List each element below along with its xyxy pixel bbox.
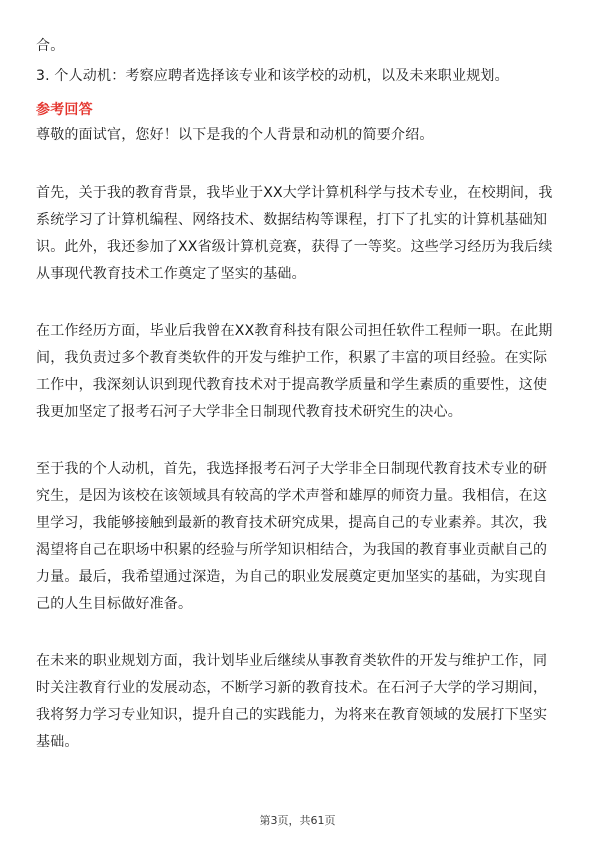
paragraph-work-line: 间，我负责过多个教育类软件的开发与维护工作，积累了丰富的项目经验。在实际 — [36, 350, 548, 366]
paragraph-work-line: 工作中，我深刻认识到现代教育技术对于提高教学质量和学生素质的重要性，这使 — [36, 377, 548, 393]
paragraph-career-line: 基础。 — [36, 734, 79, 750]
greeting-line: 尊敬的面试官，您好！以下是我的个人背景和动机的简要介绍。 — [36, 127, 434, 143]
paragraph-career-line: 我将努力学习专业知识，提升自己的实践能力，为将来在教育领域的发展打下坚实 — [36, 707, 548, 723]
paragraph-career-line: 时关注教育行业的发展动态，不断学习新的教育技术。在石河子大学的学习期间， — [36, 680, 548, 696]
paragraph-motivation-line: 至于我的个人动机，首先，我选择报考石河子大学非全日制现代教育技术专业的研 — [36, 461, 548, 477]
paragraph-motivation-line: 里学习，我能够接触到最新的教育技术研究成果，提高自己的专业素养。其次，我 — [36, 515, 548, 531]
reference-answer-heading: 参考回答 — [36, 102, 93, 118]
paragraph-motivation-line: 力量。最后，我希望通过深造，为自己的职业发展奠定更加坚实的基础，为实现自 — [36, 569, 548, 585]
paragraph-motivation-line: 渴望将自己在职场中积累的经验与所学知识相结合，为我国的教育事业贡献自己的 — [36, 542, 548, 558]
paragraph-education-line: 系统学习了计算机编程、网络技术、数据结构等课程，打下了扎实的计算机基础知 — [36, 212, 548, 228]
question-item-3: 3. 个人动机：考察应聘者选择该专业和该学校的动机，以及未来职业规划。 — [36, 68, 509, 84]
page-footer: 第3页，共61页 — [259, 814, 336, 827]
paragraph-education-line: 识。此外，我还参加了XX省级计算机竞赛，获得了一等奖。这些学习经历为我后续 — [36, 239, 553, 255]
paragraph-motivation-line: 己的人生目标做好准备。 — [36, 596, 193, 612]
text-line: 合。 — [36, 38, 65, 54]
paragraph-motivation-line: 究生，是因为该校在该领域具有较高的学术声誉和雄厚的师资力量。我相信，在这 — [36, 488, 548, 504]
paragraph-education-line: 从事现代教育技术工作奠定了坚实的基础。 — [36, 266, 306, 282]
paragraph-work-line: 在工作经历方面，毕业后我曾在XX教育科技有限公司担任软件工程师一职。在此期 — [36, 323, 553, 339]
paragraph-work-line: 我更加坚定了报考石河子大学非全日制现代教育技术研究生的决心。 — [36, 404, 462, 420]
paragraph-education-line: 首先，关于我的教育背景，我毕业于XX大学计算机科学与技术专业，在校期间，我 — [36, 185, 553, 201]
paragraph-career-line: 在未来的职业规划方面，我计划毕业后继续从事教育类软件的开发与维护工作，同 — [36, 653, 548, 669]
